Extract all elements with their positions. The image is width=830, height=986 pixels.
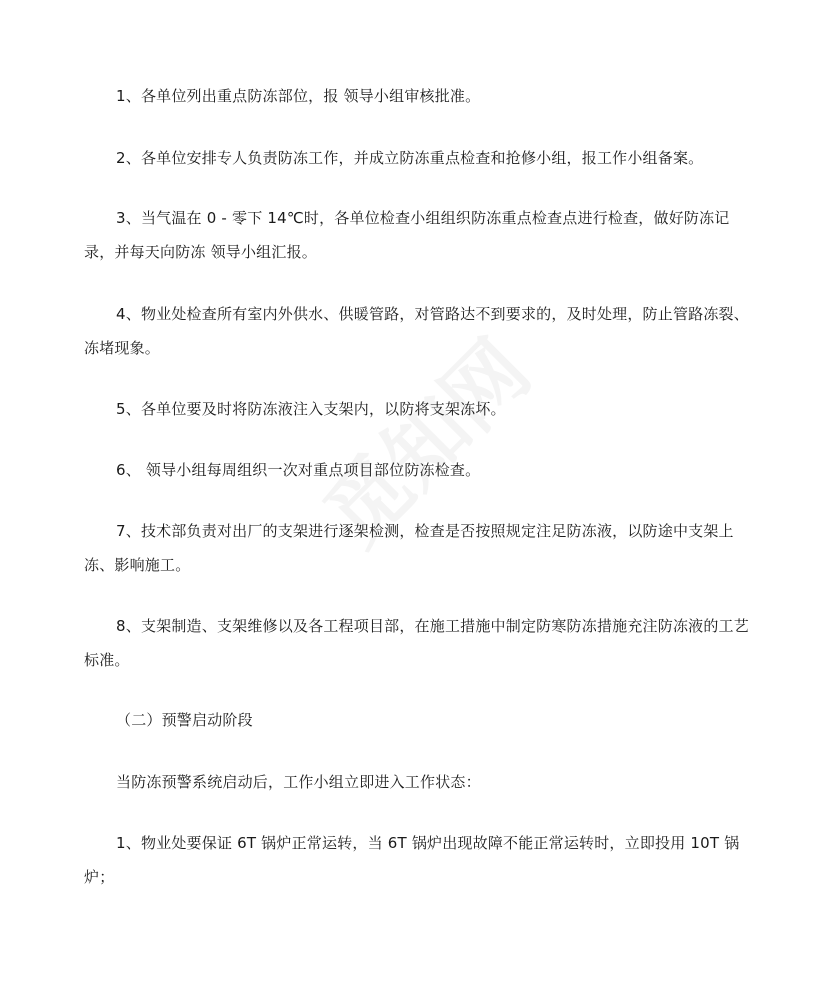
paragraph-boiler: 1、物业处要保证 6T 锅炉正常运转，当 6T 锅炉出现故障不能正常运转时，立即投用 10T 锅炉；	[84, 834, 740, 886]
section-heading: （二）预警启动阶段	[116, 711, 253, 729]
paragraph-4: 4、物业处检查所有室内外供水、供暖管路，对管路达不到要求的，及时处理，防止管路冻裂、冻堵现象。	[84, 305, 749, 357]
paragraph-8: 8、支架制造、支架维修以及各工程项目部，在施工措施中制定防寒防冻措施充注防冻液的工艺标准。	[84, 617, 749, 669]
paragraph-3: 3、当气温在 0 - 零下 14℃时，各单位检查小组组织防冻重点检查点进行检查，做好防冻记录，并每天向防冻 领导小组汇报。	[84, 209, 730, 261]
paragraph-2: 2、各单位安排专人负责防冻工作，并成立防冻重点检查和抢修小组，报工作小组备案。	[116, 149, 704, 167]
paragraph-5: 5、各单位要及时将防冻液注入支架内，以防将支架冻坏。	[116, 400, 506, 418]
paragraph-1: 1、各单位列出重点防冻部位，报 领导小组审核批准。	[116, 87, 481, 105]
paragraph-7: 7、技术部负责对出厂的支架进行逐架检测，检查是否按照规定注足防冻液，以防途中支架上冻、影响施工。	[84, 522, 734, 574]
paragraph-6: 6、 领导小组每周组织一次对重点项目部位防冻检查。	[116, 461, 481, 479]
paragraph-intro: 当防冻预警系统启动后，工作小组立即进入工作状态：	[116, 773, 481, 791]
